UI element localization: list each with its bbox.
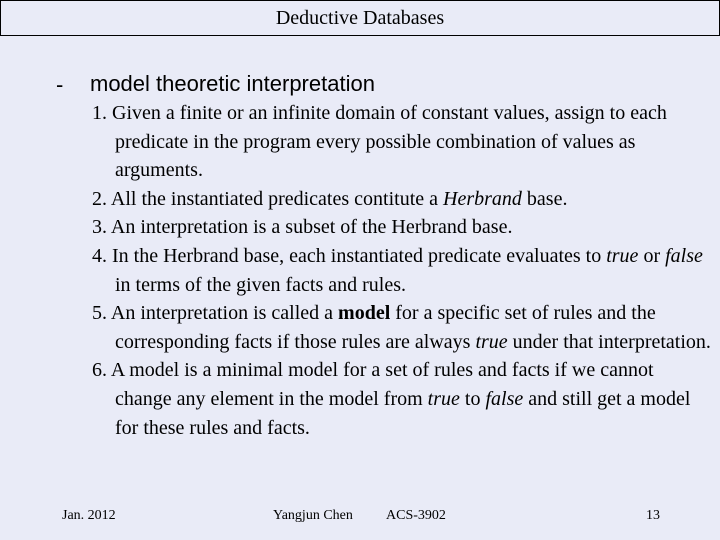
list-item [92, 99, 712, 185]
section-heading: model theoretic interpretation [90, 71, 375, 96]
slide-title: Deductive Databases [0, 0, 720, 36]
item-text: or [638, 244, 666, 267]
item-text: 6. A model is a minimal model for a set of rules and facts if we cannot change any element in the model from [92, 359, 654, 410]
bullet-dash: - [56, 72, 64, 97]
item-text: 3. An interpretation is a subset of the Herbrand base. [92, 216, 513, 239]
emphasis-text: false [665, 244, 703, 267]
list-item [92, 299, 712, 356]
emphasis-text: false [485, 387, 524, 410]
item-text: 5. An interpretation is called a [92, 302, 339, 325]
item-text: base. [521, 187, 568, 210]
emphasis-text: true [427, 387, 460, 410]
item-text: to [459, 387, 486, 410]
list-item [92, 356, 712, 442]
item-text: 2. All the instantiated predicates contitute a [92, 187, 444, 210]
numbered-list [92, 99, 712, 442]
item-text: 4. In the Herbrand base, each instantiated predicate evaluates to [92, 244, 607, 267]
emphasis-text: Herbrand [443, 187, 522, 210]
footer-course: ACS-3902 [386, 508, 446, 523]
item-text: under that interpretation. [507, 330, 711, 353]
item-text: for a specific set of rules and the corresponding facts if those rules are always [115, 302, 656, 353]
bold-term: model [338, 302, 391, 325]
emphasis-text: true [475, 330, 508, 353]
footer-page-number: 13 [646, 508, 660, 523]
list-item [92, 185, 712, 214]
list-item [92, 242, 712, 299]
footer-author: Yangjun Chen [273, 508, 353, 523]
emphasis-text: true [606, 244, 639, 267]
item-text: 1. Given a finite or an infinite domain of constant values, assign to each predicate in the program every possible combination of values as arguments. [92, 102, 667, 182]
item-text: and still get a model for these rules and facts. [115, 387, 691, 439]
footer-date: Jan. 2012 [62, 508, 116, 523]
item-text: in terms of the given facts and rules. [115, 273, 407, 296]
list-item [92, 213, 712, 242]
